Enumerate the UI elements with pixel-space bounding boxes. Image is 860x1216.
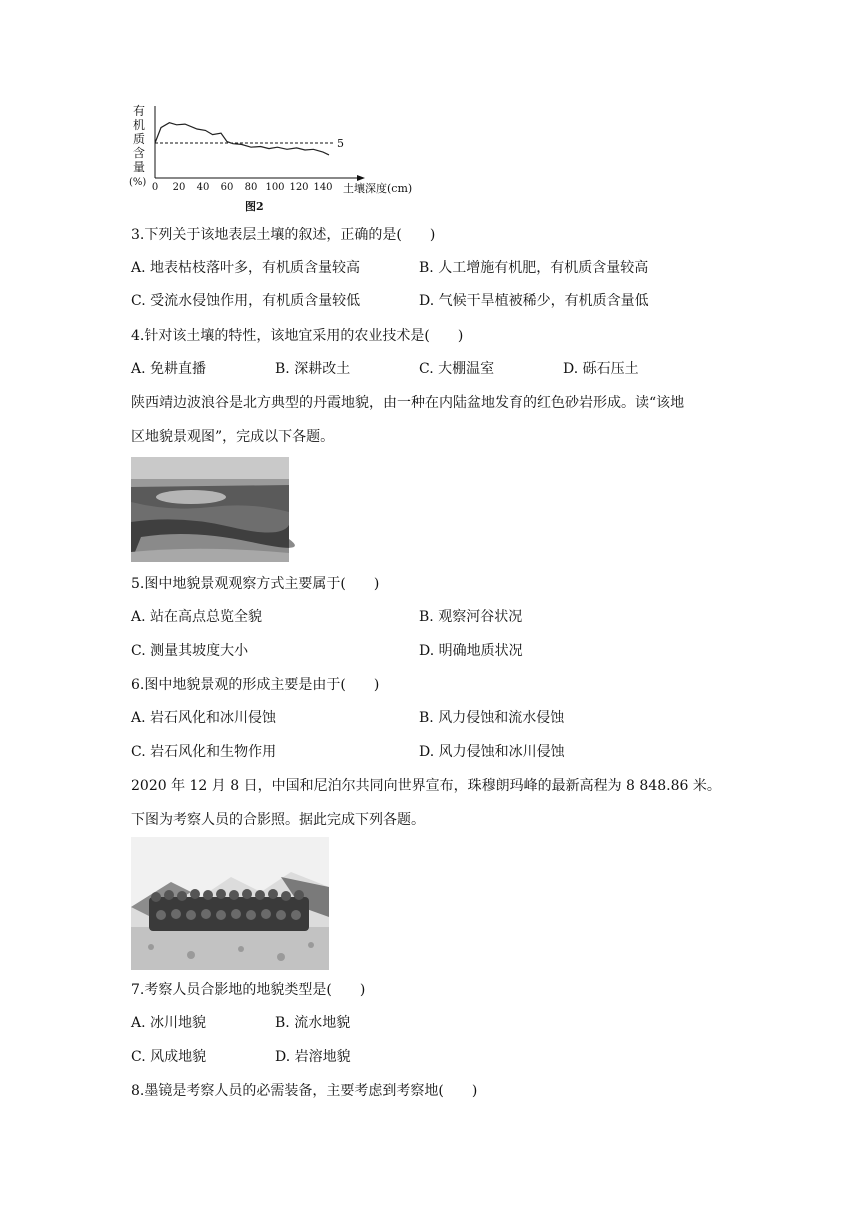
q7-option-b: B. 流水地貌 [275,1015,351,1031]
q5-option-c: C. 测量其坡度大小 [131,643,249,659]
question-5-stem: 5.图中地貌景观观察方式主要属于( ) [131,576,380,592]
y-axis-label [133,104,145,174]
q7-option-a: A. 冰川地貌 [131,1015,207,1031]
q5-option-a: A. 站在高点总览全貌 [131,609,263,625]
passage-line: 区地貌景观图”，完成以下各题。 [131,429,335,445]
y-axis-unit: (%) [129,177,147,188]
x-tick-label: 80 [244,182,258,193]
x-tick-label: 20 [172,182,186,193]
q5-option-b: B. 观察河谷状况 [419,609,523,625]
y-label-char: 质 [133,132,146,146]
q7-option-c: C. 风成地貌 [131,1049,207,1065]
landform-photo [131,457,289,562]
x-tick-labels [152,182,333,193]
figure-caption: 图2 [245,200,264,213]
q7-option-d: D. 岩溶地貌 [275,1049,351,1065]
q3-option-d: D. 气候干旱植被稀少，有机质含量低 [419,293,649,309]
question-3-stem: 3.下列关于该地表层土壤的叙述，正确的是( ) [131,227,436,243]
x-tick-label: 140 [313,182,333,193]
reference-line-label: 5 [337,137,344,150]
q4-option-a: A. 免耕直播 [131,361,207,377]
x-tick-label: 120 [289,182,309,193]
expedition-group-photo [131,837,329,970]
question-8-stem: 8.墨镜是考察人员的必需装备，主要考虑到考察地( ) [131,1083,478,1099]
question-4-stem: 4.针对该土壤的特性，该地宜采用的农业技术是( ) [131,328,464,344]
passage-line: 2020 年 12 月 8 日，中国和尼泊尔共同向世界宣布，珠穆朗玛峰的最新高程为 8 848.86 米。 [131,778,721,794]
x-tick-label: 100 [265,182,285,193]
q6-option-b: B. 风力侵蚀和流水侵蚀 [419,710,565,726]
question-6-stem: 6.图中地貌景观的形成主要是由于( ) [131,677,380,693]
q4-option-b: B. 深耕改土 [275,361,351,377]
y-label-char: 量 [133,160,146,174]
x-tick-label: 0 [151,182,159,193]
q3-option-c: C. 受流水侵蚀作用，有机质含量较低 [131,293,361,309]
passage-line: 陕西靖边波浪谷是北方典型的丹霞地貌，由一种在内陆盆地发育的红色砂岩形成。读“该地 [131,395,685,411]
q6-option-c: C. 岩石风化和生物作用 [131,744,277,760]
y-label-char: 含 [133,146,146,160]
question-7-stem: 7.考察人员合影地的地貌类型是( ) [131,982,366,998]
x-tick-label: 60 [220,182,234,193]
y-label-char: 有 [133,104,146,118]
x-axis-label: 土壤深度(cm) [343,182,413,195]
x-axis-arrow [357,175,365,181]
figure-2-chart [125,100,413,220]
q4-option-c: C. 大棚温室 [419,361,495,377]
q3-option-b: B. 人工增施有机肥，有机质含量较高 [419,260,649,276]
y-label-char: 机 [133,118,146,132]
q6-option-d: D. 风力侵蚀和冰川侵蚀 [419,744,565,760]
passage-line: 下图为考察人员的合影照。据此完成下列各题。 [131,812,425,828]
q6-option-a: A. 岩石风化和冰川侵蚀 [131,710,277,726]
q4-option-d: D. 砾石压土 [563,361,639,377]
x-tick-label: 40 [196,182,210,193]
q5-option-d: D. 明确地质状况 [419,643,523,659]
q3-option-a: A. 地表枯枝落叶多，有机质含量较高 [131,260,361,276]
organic-matter-line [155,123,329,155]
